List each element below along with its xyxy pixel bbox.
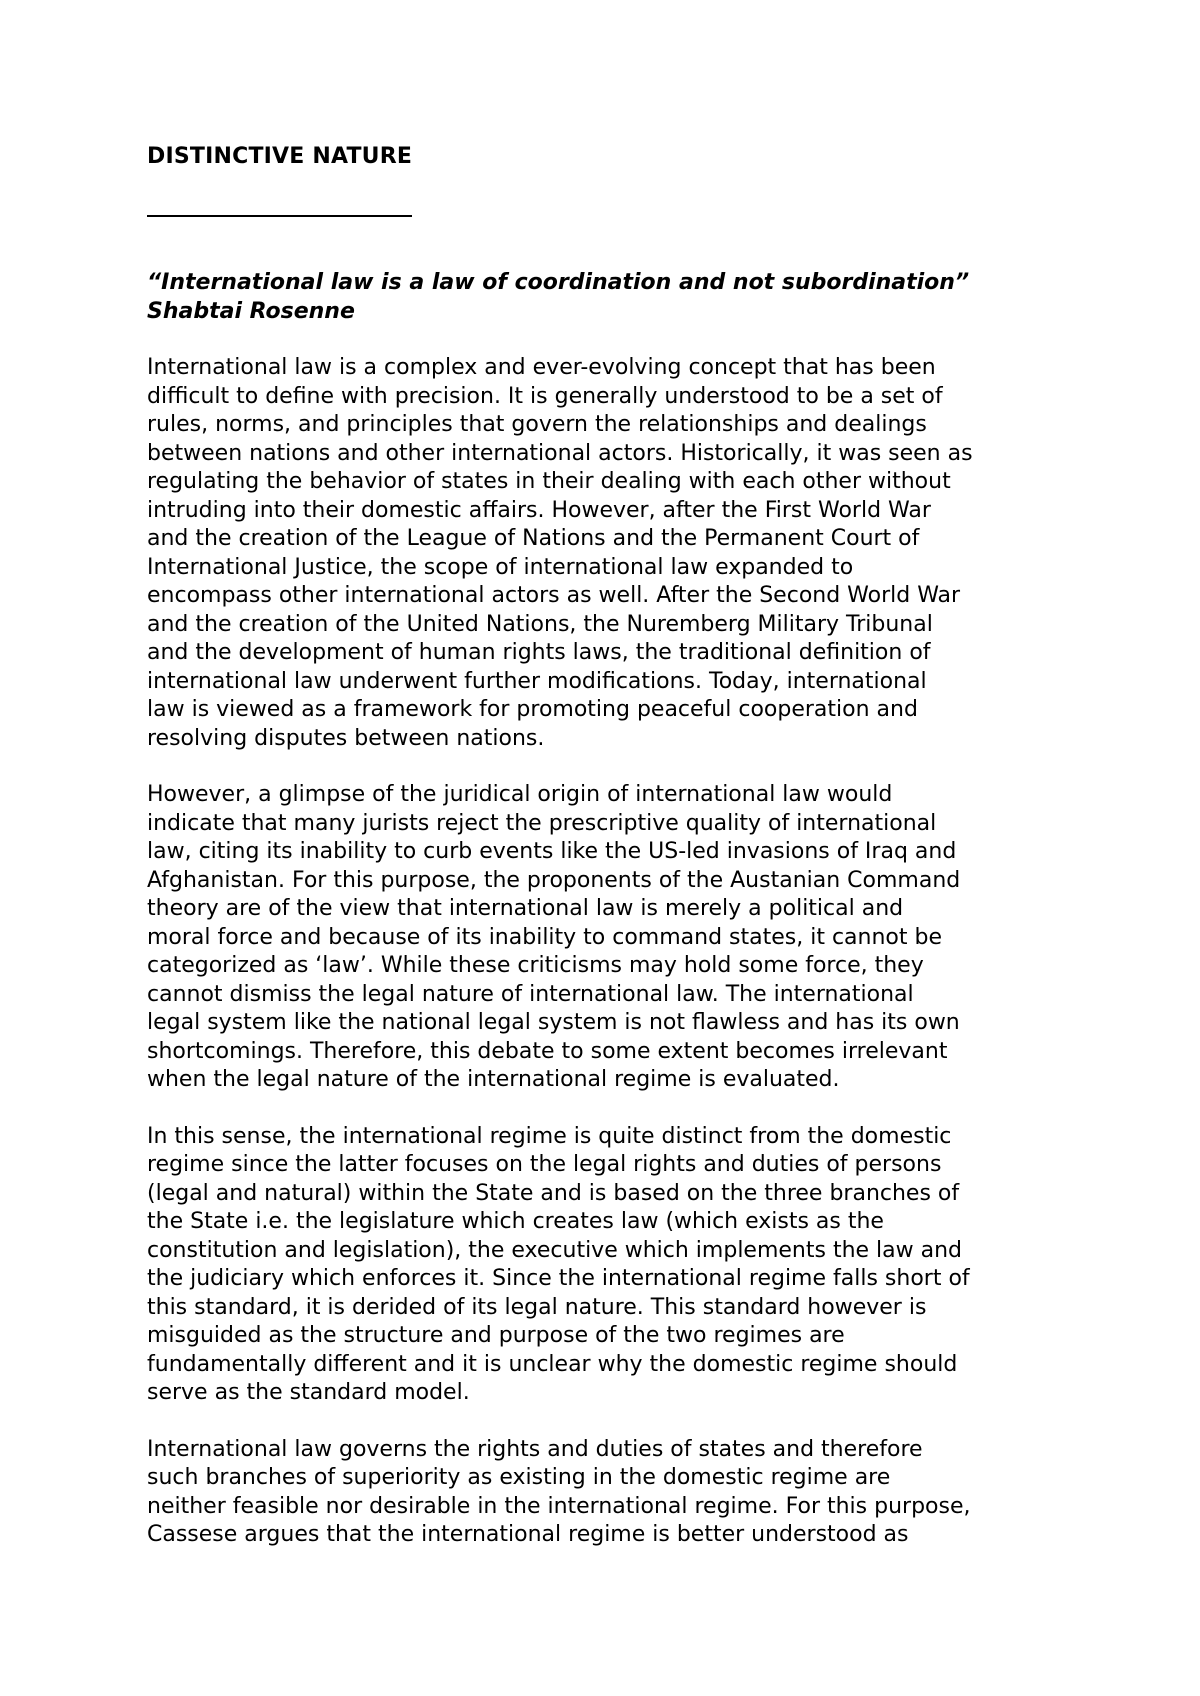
paragraph-line: law, citing its inability to curb events like the US-led invasions of Iraq and	[147, 839, 957, 864]
paragraph-line: international law underwent further modifications. Today, international	[147, 668, 927, 694]
document-body	[147, 143, 1077, 1550]
paragraph-line: and the creation of the League of Nations and the Permanent Court of	[147, 526, 920, 551]
paragraph-line: neither feasible nor desirable in the international regime. For this purpose,	[147, 1493, 971, 1519]
paragraph-line: serve as the standard model.	[147, 1380, 470, 1405]
quote-author: Shabtai Rosenne	[147, 298, 355, 324]
paragraph-line: Cassese argues that the international regime is better understood as	[147, 1522, 909, 1547]
paragraph-line: rules, norms, and principles that govern the relationships and dealings	[147, 412, 927, 437]
paragraph-line: categorized as ‘law’. While these criticisms may hold some force, they	[147, 953, 924, 978]
paragraph-line: shortcomings. Therefore, this debate to some extent becomes irrelevant	[147, 1038, 948, 1064]
paragraph-line: and the creation of the United Nations, the Nuremberg Military Tribunal	[147, 611, 933, 637]
quote-text: “International law is a law of coordination and not subordination”	[147, 270, 970, 295]
paragraph-line: misguided as the structure and purpose of the two regimes are	[147, 1323, 845, 1348]
paragraph-line: International law is a complex and ever-evolving concept that has been	[147, 355, 936, 380]
paragraph-line: In this sense, the international regime is quite distinct from the domestic	[147, 1123, 952, 1149]
paragraph-line: resolving disputes between nations.	[147, 725, 545, 751]
paragraph-4	[147, 1436, 1077, 1550]
paragraph-2	[147, 781, 1077, 1095]
title-underline	[147, 215, 412, 217]
paragraph-line: International law governs the rights and duties of states and therefore	[147, 1436, 923, 1462]
paragraph-line: Afghanistan. For this purpose, the proponents of the Austanian Command	[147, 867, 961, 893]
paragraph-line: this standard, it is derided of its legal nature. This standard however is	[147, 1294, 927, 1320]
page-title: DISTINCTIVE NATURE	[147, 144, 413, 169]
paragraph-line: (legal and natural) within the State and is based on the three branches of	[147, 1180, 960, 1206]
epigraph-quote	[147, 269, 1077, 326]
paragraph-line: indicate that many jurists reject the prescriptive quality of international	[147, 810, 937, 836]
paragraph-line: moral force and because of its inability to command states, it cannot be	[147, 924, 943, 950]
paragraph-line: intruding into their domestic affairs. However, after the First World War	[147, 497, 931, 523]
paragraph-line: International Justice, the scope of international law expanded to	[147, 554, 854, 580]
paragraph-line: However, a glimpse of the juridical origin of international law would	[147, 782, 893, 807]
paragraph-line: between nations and other international actors. Historically, it was seen as	[147, 440, 973, 466]
paragraph-line: when the legal nature of the international regime is evaluated.	[147, 1067, 840, 1092]
paragraph-line: fundamentally different and it is unclear why the domestic regime should	[147, 1351, 958, 1377]
paragraph-line: regulating the behavior of states in their dealing with each other without	[147, 469, 951, 494]
paragraph-3	[147, 1123, 1077, 1408]
paragraph-line: theory are of the view that international law is merely a political and	[147, 896, 904, 921]
paragraph-line: and the development of human rights laws, the traditional definition of	[147, 640, 931, 665]
paragraph-line: encompass other international actors as well. After the Second World War	[147, 583, 961, 608]
paragraph-line: constitution and legislation), the executive which implements the law and	[147, 1237, 963, 1263]
paragraph-line: legal system like the national legal system is not flawless and has its own	[147, 1010, 960, 1035]
paragraph-line: the judiciary which enforces it. Since the international regime falls short of	[147, 1266, 970, 1291]
paragraph-line: such branches of superiority as existing in the domestic regime are	[147, 1465, 891, 1490]
paragraph-line: cannot dismiss the legal nature of international law. The international	[147, 981, 914, 1007]
paragraph-line: law is viewed as a framework for promoting peaceful cooperation and	[147, 697, 918, 722]
paragraph-line: the State i.e. the legislature which creates law (which exists as the	[147, 1209, 884, 1234]
paragraph-line: difficult to define with precision. It is generally understood to be a set of	[147, 383, 943, 409]
paragraph-line: regime since the latter focuses on the legal rights and duties of persons	[147, 1152, 942, 1177]
paragraph-1	[147, 354, 1077, 753]
